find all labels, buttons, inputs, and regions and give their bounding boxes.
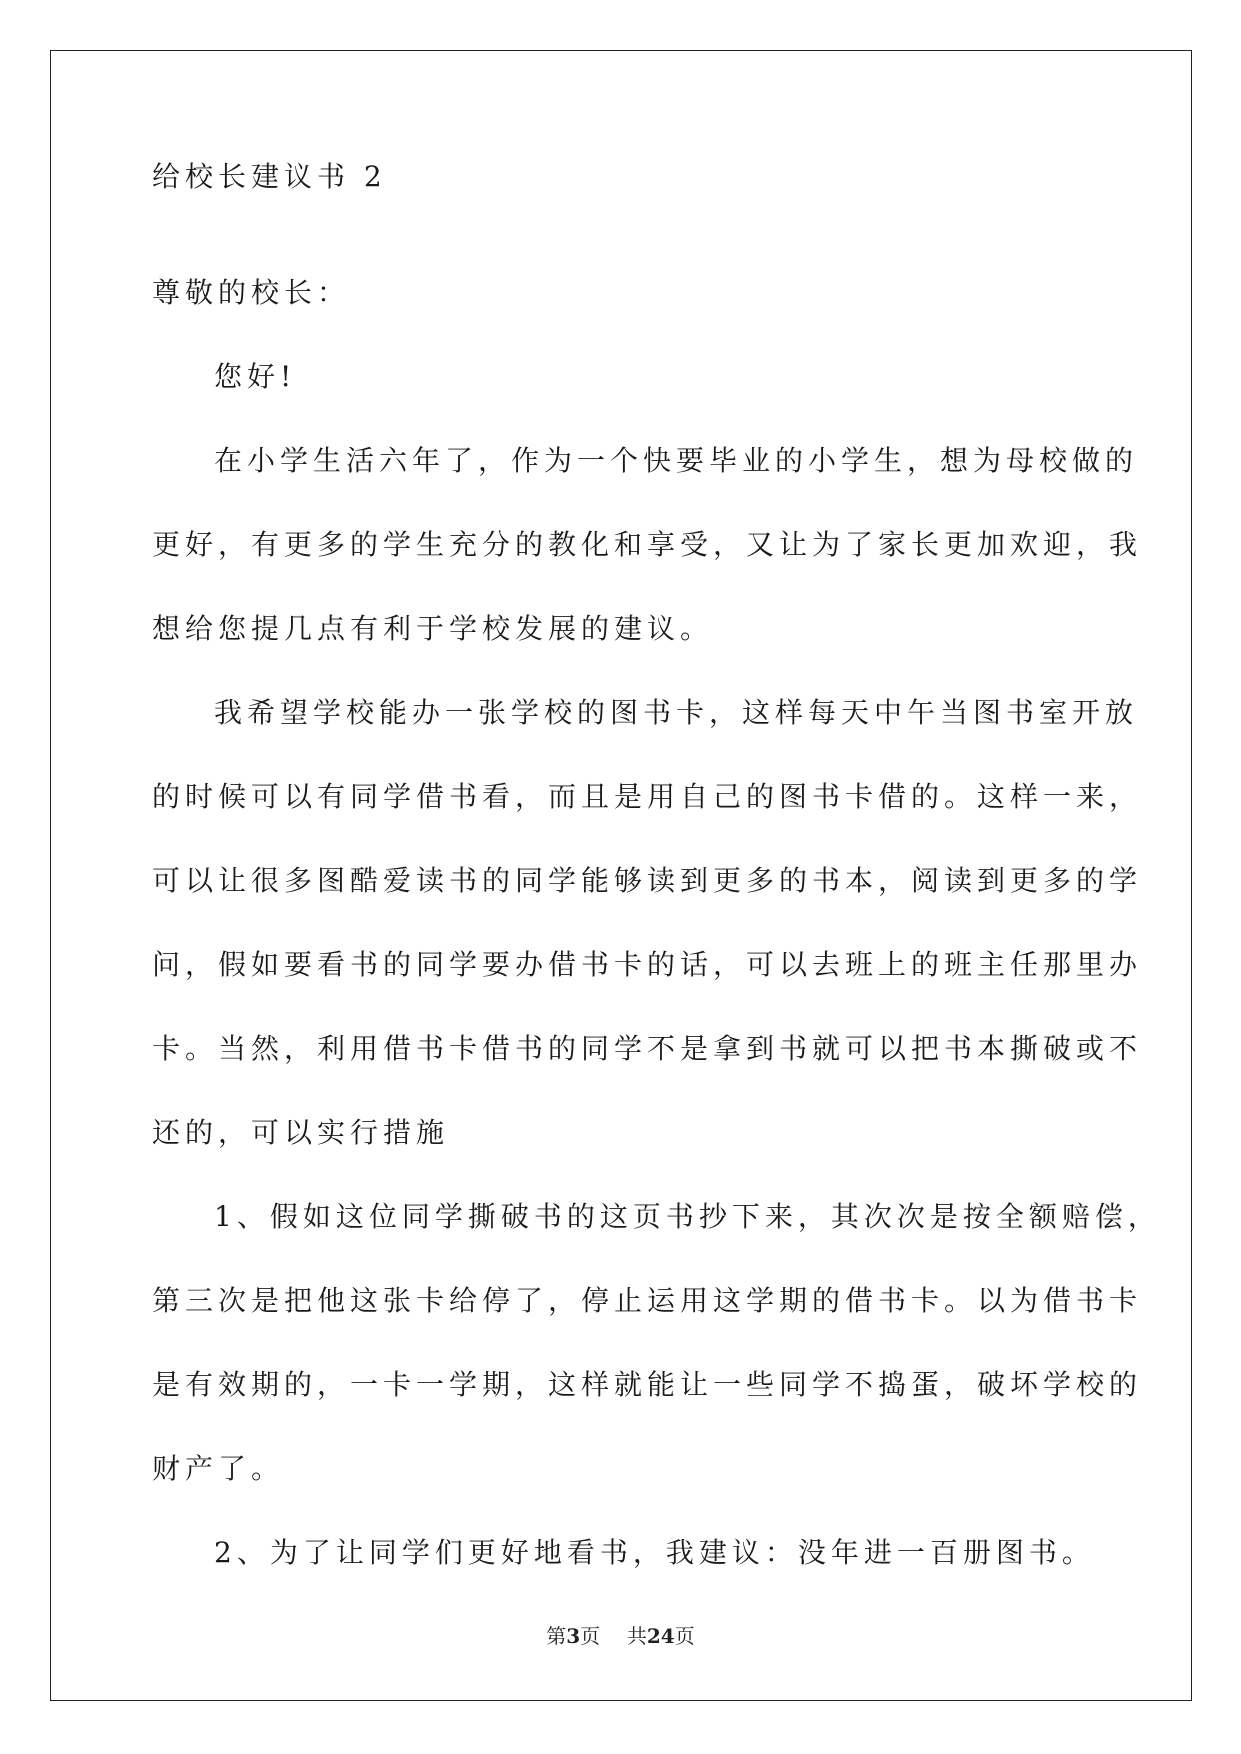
page-number: 3 bbox=[566, 1624, 581, 1648]
text-line: 的时候可以有同学借书看，而且是用自己的图书卡借的。这样一来， bbox=[152, 780, 1143, 813]
text-line: 2、为了让同学们更好地看书，我建议：没年进一百册图书。 bbox=[214, 1536, 1095, 1569]
text-line: 想给您提几点有利于学校发展的建议。 bbox=[152, 612, 714, 645]
total-prefix: 共 bbox=[626, 1624, 647, 1648]
document-lines bbox=[152, 251, 1161, 1595]
page-prefix: 第 bbox=[546, 1624, 567, 1648]
text-line: 您好! bbox=[214, 360, 297, 393]
text-line: 问，假如要看书的同学要办借书卡的话，可以去班上的班主任那里办 bbox=[152, 948, 1143, 981]
text-line: 卡。当然，利用借书卡借书的同学不是拿到书就可以把书本撕破或不 bbox=[152, 1032, 1143, 1065]
text-line: 还的，可以实行措施 bbox=[152, 1116, 450, 1149]
text-line: 我希望学校能办一张学校的图书卡，这样每天中午当图书室开放 bbox=[214, 696, 1139, 729]
text-line: 在小学生活六年了，作为一个快要毕业的小学生，想为母校做的 bbox=[214, 444, 1139, 477]
document-title: 给校长建议书 2 bbox=[152, 160, 387, 193]
page-footer bbox=[0, 1620, 1241, 1649]
text-line: 更好，有更多的学生充分的教化和享受，又让为了家长更加欢迎，我 bbox=[152, 528, 1143, 561]
text-line: 尊敬的校长： bbox=[152, 276, 351, 309]
total-pages: 24 bbox=[646, 1624, 675, 1648]
text-line: 第三次是把他这张卡给停了，停止运用这学期的借书卡。以为借书卡 bbox=[152, 1284, 1143, 1317]
page-suffix: 页 bbox=[580, 1624, 601, 1648]
text-line: 是有效期的，一卡一学期，这样就能让一些同学不捣蛋，破坏学校的 bbox=[152, 1368, 1143, 1401]
text-line: 可以让很多图酷爱读书的同学能够读到更多的书本，阅读到更多的学 bbox=[152, 864, 1143, 897]
total-suffix: 页 bbox=[674, 1624, 695, 1648]
document-body bbox=[152, 160, 1161, 1595]
text-line: 财产了。 bbox=[152, 1452, 285, 1485]
text-line: 1、假如这位同学撕破书的这页书抄下来，其次次是按全额赔偿， bbox=[214, 1200, 1161, 1233]
